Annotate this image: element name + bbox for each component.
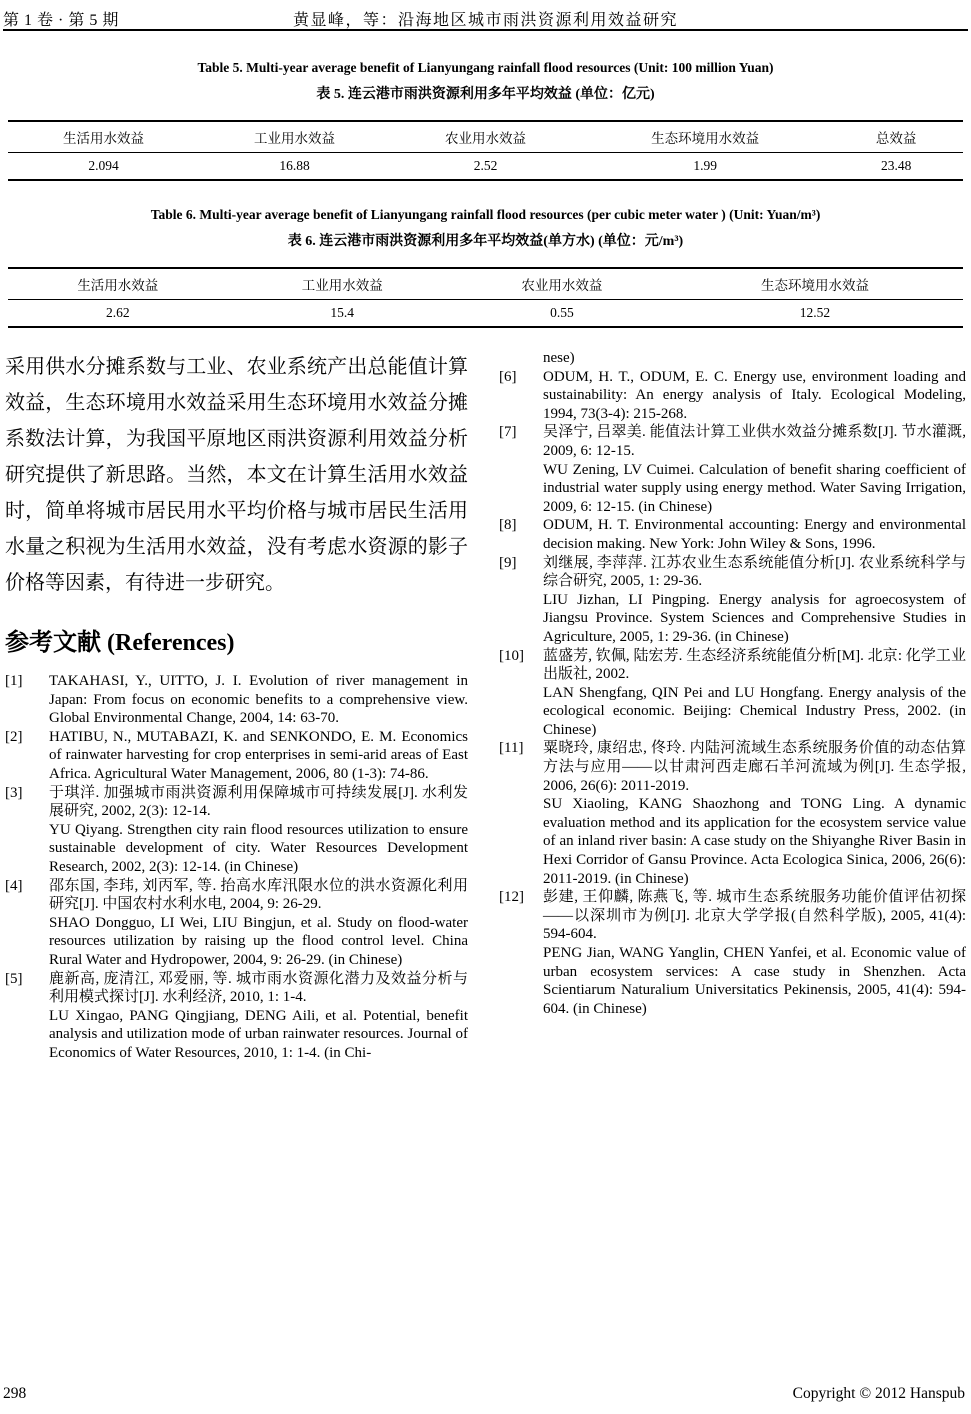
table6-block bbox=[0, 207, 971, 328]
table-value-cell: 2.094 bbox=[88, 158, 119, 173]
reference-text: 粟晓玲, 康绍忠, 佟玲. 内陆河流域生态系统服务价值的动态估算方法与应用——以甘肃河西走廊石羊河流域为例[J]. 生态学报, 2006, 26(6): 2011-2019. bbox=[543, 740, 966, 794]
table-value-cell: 23.48 bbox=[880, 158, 912, 173]
table5-title-zh: 表 5. 连云港市雨洪资源利用多年平均效益 (单位：亿元) bbox=[316, 87, 655, 102]
table6 bbox=[8, 267, 963, 328]
reference-number: [6] bbox=[499, 368, 517, 385]
table6-header-row bbox=[8, 268, 963, 300]
reference-number: [4] bbox=[5, 877, 23, 894]
reference-text: 邵东国, 李玮, 刘丙军, 等. 抬高水库汛限水位的洪水资源化利用研究[J]. 中国农村水利水电, 2004, 9: 26-29. bbox=[49, 877, 468, 913]
reference-text: 于琪洋. 加强城市雨洪资源利用保障城市可持续发展[J]. 水利发展研究, 2002, 2(3): 12-14. bbox=[49, 784, 468, 820]
reference-item bbox=[499, 647, 966, 740]
table-header-cell: 农业用水效益 bbox=[457, 268, 667, 300]
body-paragraph: 采用供水分摊系数与工业、农业系统产出总能值计算效益，生态环境用水效益采用生态环境用水效益分摊系数法计算，为我国平原地区雨洪资源利用效益分析研究提供了新思路。当然，本文在计算生活用水效益时，简单将城市居民用水平均价格与城市居民生活用水量之积视为生活用水效益，没有考虑水资源的影子价格等因素，有待进一步研究。 bbox=[5, 356, 468, 594]
reference-text: ODUM, H. T., ODUM, E. C. Energy use, environment loading and sustainability: An energy analysis of Italy. Ecological Modeling, 1994, 73(3-4): 215-268. bbox=[543, 368, 966, 422]
running-title: 黄显峰，等：沿海地区城市雨洪资源利用效益研究 bbox=[292, 12, 678, 29]
reference-item bbox=[499, 888, 966, 1018]
reference-number: [12] bbox=[499, 889, 524, 906]
table-header-cell: 工业用水效益 bbox=[199, 121, 390, 153]
copyright-notice: Copyright © 2012 Hanspub bbox=[792, 1385, 965, 1402]
reference-number: [11] bbox=[499, 740, 524, 757]
reference-number: [5] bbox=[5, 970, 23, 987]
reference-item bbox=[5, 970, 468, 1063]
table5-title-en: Table 5. Multi-year average benefit of Lianyungang rainfall flood resources (Unit: 100 million Yuan) bbox=[197, 60, 774, 75]
reference-item bbox=[499, 739, 966, 888]
reference-number: [3] bbox=[5, 784, 23, 801]
table5-value-row bbox=[8, 153, 963, 181]
reference-item bbox=[5, 728, 468, 784]
reference-text: 吴泽宁, 吕翠美. 能值法计算工业供水效益分摊系数[J]. 节水灌溉, 2009, 6: 12-15. bbox=[543, 424, 966, 459]
right-column bbox=[499, 349, 966, 1062]
references-heading: 参考文献 (References) bbox=[5, 630, 235, 656]
page-footer bbox=[3, 1385, 965, 1403]
reference-text: ODUM, H. T. Environmental accounting: Energy and environmental decision making. New York: John Wiley & Sons, 1996. bbox=[543, 517, 966, 552]
reference-text: YU Qiyang. Strengthen city rain flood resources utilization to ensure sustainable development of city. Water Resources Development Research, 2002, 2(3): 12-14. (in Chinese) bbox=[49, 821, 468, 875]
table-header-cell: 生态环境用水效益 bbox=[667, 268, 963, 300]
reference-text: SU Xiaoling, KANG Shaozhong and TONG Ling. A dynamic evaluation method and its application for the ecosystem service value of an inland river basin: A case study on the Shiyanghe River Basin in Hexi Corridor of Gansu Province. Acta Ecologica Sinica, 2006, 26(6): 2011-2019. (in Chinese) bbox=[543, 796, 966, 887]
reference-text: LAN Shengfang, QIN Pei and LU Hongfang. Energy analysis of the ecological economic. Beijing: Chemical Industry Press, 2002. (in Chinese) bbox=[543, 684, 966, 738]
reference-item bbox=[5, 672, 468, 728]
reference-number: [7] bbox=[499, 424, 517, 441]
table-value-cell: 1.99 bbox=[693, 158, 717, 173]
reference-text: 蓝盛芳, 钦佩, 陆宏芳. 生态经济系统能值分析[M]. 北京: 化学工业出版社, 2002. bbox=[543, 647, 966, 683]
reference-item bbox=[499, 554, 966, 647]
reference-text: SHAO Dongguo, LI Wei, LIU Bingjun, et al. Study on flood-water resources utilization by raising up the flood control level. China Rural Water and Hydropower, 2004, 9: 26-29. (in Chinese) bbox=[49, 914, 468, 968]
reference-number: [1] bbox=[5, 673, 23, 689]
reference-text: PENG Jian, WANG Yanglin, CHEN Yanfei, et al. Economic value of urban ecosystem services: A case study in Shenzhen. Acta Scientiarum Naturalium Universitatics Pekinensis, 2005, 41(4): 594-604. (in Chinese) bbox=[543, 945, 966, 1017]
table-header-cell: 工业用水效益 bbox=[228, 268, 457, 300]
table6-title-en: Table 6. Multi-year average benefit of Lianyungang rainfall flood resources (per cubic meter water ) (Unit: Yuan/m³) bbox=[150, 207, 821, 222]
table5 bbox=[8, 120, 963, 181]
table-header-cell: 生活用水效益 bbox=[8, 268, 228, 300]
reference-number: [10] bbox=[499, 647, 524, 664]
table5-header-row bbox=[8, 121, 963, 153]
table-value-cell: 16.88 bbox=[279, 158, 310, 173]
reference-number: [2] bbox=[5, 728, 23, 745]
reference-text: HATIBU, N., MUTABAZI, K. and SENKONDO, E. M. Economics of rainwater harvesting for crop enterprises in semi-arid areas of East Africa. Agricultural Water Management, 2006, 80 (1-3): 74-86. bbox=[49, 728, 468, 782]
table-header-cell: 生态环境用水效益 bbox=[581, 121, 829, 153]
reference-text: TAKAHASI, Y., UITTO, J. I. Evolution of river management in Japan: From focus on economic benefits to a comprehensive view. Global Environmental Change, 2004, 14: 63-70. bbox=[49, 673, 468, 727]
reference-item bbox=[5, 877, 468, 970]
table6-value-row bbox=[8, 300, 963, 328]
reference-text: 刘继展, 李萍萍. 江苏农业生态系统能值分析[J]. 农业系统科学与综合研究, 2005, 1: 29-36. bbox=[543, 554, 966, 590]
reference-item bbox=[499, 368, 966, 424]
reference-text: LIU Jizhan, LI Pingping. Energy analysis for agroecosystem of Jiangsu Province. System Sciences and Comprehensive Studies in Agriculture, 2005, 1: 29-36. (in Chinese) bbox=[543, 591, 966, 645]
table-header-cell: 生活用水效益 bbox=[8, 121, 199, 153]
reference-text: 鹿新高, 庞清江, 邓爱丽, 等. 城市雨水资源化潜力及效益分析与利用模式探讨[J]. 水利经济, 2010, 1: 1-4. bbox=[49, 970, 468, 1006]
reference-text: LU Xingao, PANG Qingjiang, DENG Aili, et al. Potential, benefit analysis and utilization mode of urban rainwater resources. Journal of Economics of Water Resources, 2010, 1: 1-4. (in Chi- bbox=[49, 1007, 468, 1061]
references-right bbox=[499, 368, 966, 1019]
reference-text: 彭建, 王仰麟, 陈燕飞, 等. 城市生态系统服务功能价值评估初探——以深圳市为例[J]. 北京大学学报(自然科学版), 2005, 41(4): 594-604. bbox=[543, 889, 966, 943]
reference-item bbox=[499, 423, 966, 516]
table-header-cell: 农业用水效益 bbox=[390, 121, 581, 153]
volume-issue: 第 1 卷 · 第 5 期 bbox=[3, 12, 119, 29]
table6-title-zh: 表 6. 连云港市雨洪资源利用多年平均效益(单方水) (单位：元/m³) bbox=[287, 234, 684, 249]
left-column bbox=[5, 349, 468, 1062]
table-value-cell: 2.62 bbox=[106, 305, 130, 320]
page-number: 298 bbox=[3, 1385, 27, 1402]
reference-continuation: nese) bbox=[543, 350, 575, 366]
table-value-cell: 15.4 bbox=[330, 305, 355, 320]
table-header-cell: 总效益 bbox=[829, 121, 963, 153]
reference-item bbox=[5, 784, 468, 877]
reference-number: [9] bbox=[499, 554, 517, 571]
table5-block bbox=[0, 60, 971, 181]
reference-number: [8] bbox=[499, 517, 517, 534]
two-column-body bbox=[5, 349, 966, 1062]
table-value-cell: 12.52 bbox=[799, 305, 831, 320]
reference-text: WU Zening, LV Cuimei. Calculation of benefit sharing coefficient of industrial water supply using energy method. Water Saving Irrigation, 2009, 6: 12-15. (in Chinese) bbox=[543, 461, 966, 515]
table-value-cell: 0.55 bbox=[550, 305, 574, 320]
running-head bbox=[0, 0, 971, 29]
table-value-cell: 2.52 bbox=[473, 158, 498, 173]
reference-item bbox=[499, 516, 966, 553]
references-left bbox=[5, 672, 468, 1062]
